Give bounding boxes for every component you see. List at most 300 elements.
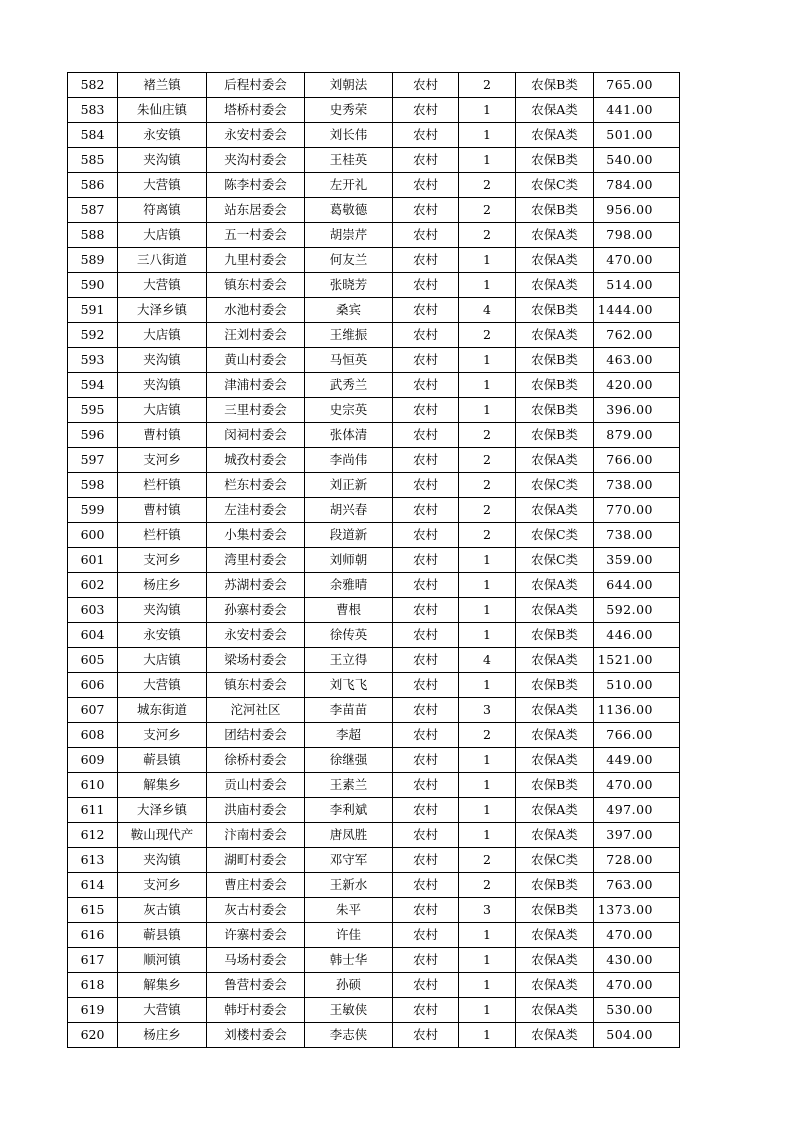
table-row	[68, 398, 680, 423]
insurance-category-cell: 农保C类	[516, 848, 594, 873]
row-number-cell: 608	[68, 723, 118, 748]
insurance-category-cell: 农保B类	[516, 898, 594, 923]
table-row	[68, 898, 680, 923]
area-type-cell: 农村	[393, 223, 459, 248]
person-name-cell: 刘朝法	[305, 73, 393, 98]
area-type-cell: 农村	[393, 998, 459, 1023]
table-row	[68, 423, 680, 448]
table-row	[68, 148, 680, 173]
area-type-cell: 农村	[393, 123, 459, 148]
insurance-category-cell: 农保C类	[516, 173, 594, 198]
table-row	[68, 723, 680, 748]
row-number-cell: 585	[68, 148, 118, 173]
amount-cell: 784.00	[594, 173, 680, 198]
person-name-cell: 王桂英	[305, 148, 393, 173]
area-type-cell: 农村	[393, 523, 459, 548]
town-cell: 解集乡	[118, 773, 207, 798]
area-type-cell: 农村	[393, 873, 459, 898]
table-row	[68, 948, 680, 973]
person-name-cell: 刘飞飞	[305, 673, 393, 698]
person-name-cell: 李超	[305, 723, 393, 748]
household-size-cell: 2	[459, 873, 516, 898]
household-size-cell: 2	[459, 198, 516, 223]
household-size-cell: 1	[459, 773, 516, 798]
household-size-cell: 1	[459, 123, 516, 148]
town-cell: 栏杆镇	[118, 523, 207, 548]
record-table	[67, 72, 680, 1048]
person-name-cell: 王敏侠	[305, 998, 393, 1023]
person-name-cell: 马恒英	[305, 348, 393, 373]
amount-cell: 396.00	[594, 398, 680, 423]
row-number-cell: 602	[68, 573, 118, 598]
village-committee-cell: 小集村委会	[207, 523, 305, 548]
person-name-cell: 许佳	[305, 923, 393, 948]
town-cell: 夹沟镇	[118, 348, 207, 373]
amount-cell: 441.00	[594, 98, 680, 123]
person-name-cell: 徐继强	[305, 748, 393, 773]
amount-cell: 1444.00	[594, 298, 680, 323]
table-row	[68, 598, 680, 623]
insurance-category-cell: 农保A类	[516, 998, 594, 1023]
amount-cell: 359.00	[594, 548, 680, 573]
area-type-cell: 农村	[393, 398, 459, 423]
row-number-cell: 614	[68, 873, 118, 898]
town-cell: 顺河镇	[118, 948, 207, 973]
town-cell: 大店镇	[118, 323, 207, 348]
insurance-category-cell: 农保A类	[516, 273, 594, 298]
amount-cell: 470.00	[594, 248, 680, 273]
insurance-category-cell: 农保B类	[516, 148, 594, 173]
household-size-cell: 1	[459, 373, 516, 398]
village-committee-cell: 鲁营村委会	[207, 973, 305, 998]
amount-cell: 470.00	[594, 773, 680, 798]
village-committee-cell: 栏东村委会	[207, 473, 305, 498]
village-committee-cell: 曹庄村委会	[207, 873, 305, 898]
area-type-cell: 农村	[393, 98, 459, 123]
village-committee-cell: 韩圩村委会	[207, 998, 305, 1023]
town-cell: 大店镇	[118, 223, 207, 248]
household-size-cell: 1	[459, 798, 516, 823]
row-number-cell: 584	[68, 123, 118, 148]
town-cell: 大营镇	[118, 173, 207, 198]
amount-cell: 540.00	[594, 148, 680, 173]
table-row	[68, 73, 680, 98]
area-type-cell: 农村	[393, 198, 459, 223]
town-cell: 蕲县镇	[118, 748, 207, 773]
amount-cell: 738.00	[594, 473, 680, 498]
amount-cell: 762.00	[594, 323, 680, 348]
person-name-cell: 桑宾	[305, 298, 393, 323]
insurance-category-cell: 农保A类	[516, 723, 594, 748]
household-size-cell: 4	[459, 648, 516, 673]
person-name-cell: 何友兰	[305, 248, 393, 273]
area-type-cell: 农村	[393, 173, 459, 198]
village-committee-cell: 后程村委会	[207, 73, 305, 98]
area-type-cell: 农村	[393, 498, 459, 523]
person-name-cell: 王立得	[305, 648, 393, 673]
row-number-cell: 599	[68, 498, 118, 523]
village-committee-cell: 许寨村委会	[207, 923, 305, 948]
table-row	[68, 473, 680, 498]
village-committee-cell: 城孜村委会	[207, 448, 305, 473]
area-type-cell: 农村	[393, 923, 459, 948]
area-type-cell: 农村	[393, 848, 459, 873]
town-cell: 大店镇	[118, 398, 207, 423]
person-name-cell: 孙硕	[305, 973, 393, 998]
town-cell: 大店镇	[118, 648, 207, 673]
row-number-cell: 587	[68, 198, 118, 223]
village-committee-cell: 九里村委会	[207, 248, 305, 273]
person-name-cell: 朱平	[305, 898, 393, 923]
insurance-category-cell: 农保B类	[516, 73, 594, 98]
village-committee-cell: 站东居委会	[207, 198, 305, 223]
amount-cell: 765.00	[594, 73, 680, 98]
amount-cell: 463.00	[594, 348, 680, 373]
town-cell: 解集乡	[118, 973, 207, 998]
row-number-cell: 582	[68, 73, 118, 98]
household-size-cell: 1	[459, 398, 516, 423]
village-committee-cell: 永安村委会	[207, 123, 305, 148]
household-size-cell: 1	[459, 548, 516, 573]
village-committee-cell: 贡山村委会	[207, 773, 305, 798]
village-committee-cell: 洪庙村委会	[207, 798, 305, 823]
amount-cell: 420.00	[594, 373, 680, 398]
area-type-cell: 农村	[393, 548, 459, 573]
person-name-cell: 史秀荣	[305, 98, 393, 123]
insurance-category-cell: 农保A类	[516, 123, 594, 148]
insurance-category-cell: 农保A类	[516, 923, 594, 948]
area-type-cell: 农村	[393, 423, 459, 448]
amount-cell: 446.00	[594, 623, 680, 648]
amount-cell: 470.00	[594, 973, 680, 998]
area-type-cell: 农村	[393, 1023, 459, 1048]
area-type-cell: 农村	[393, 898, 459, 923]
row-number-cell: 612	[68, 823, 118, 848]
amount-cell: 497.00	[594, 798, 680, 823]
insurance-category-cell: 农保C类	[516, 473, 594, 498]
area-type-cell: 农村	[393, 323, 459, 348]
table-row	[68, 273, 680, 298]
person-name-cell: 刘师朝	[305, 548, 393, 573]
table-row	[68, 848, 680, 873]
town-cell: 栏杆镇	[118, 473, 207, 498]
village-committee-cell: 津浦村委会	[207, 373, 305, 398]
person-name-cell: 左开礼	[305, 173, 393, 198]
row-number-cell: 611	[68, 798, 118, 823]
person-name-cell: 李志侠	[305, 1023, 393, 1048]
household-size-cell: 1	[459, 573, 516, 598]
household-size-cell: 1	[459, 823, 516, 848]
insurance-category-cell: 农保A类	[516, 823, 594, 848]
area-type-cell: 农村	[393, 298, 459, 323]
town-cell: 永安镇	[118, 623, 207, 648]
amount-cell: 510.00	[594, 673, 680, 698]
amount-cell: 1373.00	[594, 898, 680, 923]
village-committee-cell: 镇东村委会	[207, 673, 305, 698]
insurance-category-cell: 农保B类	[516, 298, 594, 323]
person-name-cell: 王维振	[305, 323, 393, 348]
village-committee-cell: 水池村委会	[207, 298, 305, 323]
row-number-cell: 609	[68, 748, 118, 773]
amount-cell: 956.00	[594, 198, 680, 223]
household-size-cell: 2	[459, 323, 516, 348]
person-name-cell: 唐凤胜	[305, 823, 393, 848]
area-type-cell: 农村	[393, 773, 459, 798]
household-size-cell: 3	[459, 698, 516, 723]
village-committee-cell: 沱河社区	[207, 698, 305, 723]
household-size-cell: 1	[459, 673, 516, 698]
insurance-category-cell: 农保A类	[516, 748, 594, 773]
insurance-category-cell: 农保A类	[516, 223, 594, 248]
table-row	[68, 373, 680, 398]
row-number-cell: 588	[68, 223, 118, 248]
village-committee-cell: 梁场村委会	[207, 648, 305, 673]
household-size-cell: 2	[459, 423, 516, 448]
insurance-category-cell: 农保B类	[516, 873, 594, 898]
area-type-cell: 农村	[393, 948, 459, 973]
town-cell: 支河乡	[118, 548, 207, 573]
table-row	[68, 1023, 680, 1048]
insurance-category-cell: 农保B类	[516, 373, 594, 398]
row-number-cell: 589	[68, 248, 118, 273]
table-row	[68, 348, 680, 373]
person-name-cell: 段道新	[305, 523, 393, 548]
village-committee-cell: 永安村委会	[207, 623, 305, 648]
amount-cell: 738.00	[594, 523, 680, 548]
amount-cell: 592.00	[594, 598, 680, 623]
village-committee-cell: 马场村委会	[207, 948, 305, 973]
person-name-cell: 王新水	[305, 873, 393, 898]
town-cell: 城东街道	[118, 698, 207, 723]
insurance-category-cell: 农保A类	[516, 973, 594, 998]
area-type-cell: 农村	[393, 448, 459, 473]
household-size-cell: 1	[459, 148, 516, 173]
amount-cell: 397.00	[594, 823, 680, 848]
household-size-cell: 2	[459, 473, 516, 498]
row-number-cell: 603	[68, 598, 118, 623]
village-committee-cell: 徐桥村委会	[207, 748, 305, 773]
table-row	[68, 623, 680, 648]
table-row	[68, 198, 680, 223]
household-size-cell: 2	[459, 173, 516, 198]
amount-cell: 798.00	[594, 223, 680, 248]
household-size-cell: 1	[459, 273, 516, 298]
table-row	[68, 673, 680, 698]
area-type-cell: 农村	[393, 748, 459, 773]
row-number-cell: 605	[68, 648, 118, 673]
household-size-cell: 3	[459, 898, 516, 923]
town-cell: 支河乡	[118, 448, 207, 473]
table-row	[68, 98, 680, 123]
person-name-cell: 李苗苗	[305, 698, 393, 723]
village-committee-cell: 左洼村委会	[207, 498, 305, 523]
village-committee-cell: 镇东村委会	[207, 273, 305, 298]
household-size-cell: 1	[459, 973, 516, 998]
table-row	[68, 648, 680, 673]
person-name-cell: 葛敬德	[305, 198, 393, 223]
area-type-cell: 农村	[393, 598, 459, 623]
town-cell: 夹沟镇	[118, 148, 207, 173]
village-committee-cell: 闵祠村委会	[207, 423, 305, 448]
amount-cell: 501.00	[594, 123, 680, 148]
row-number-cell: 601	[68, 548, 118, 573]
household-size-cell: 2	[459, 223, 516, 248]
town-cell: 大营镇	[118, 998, 207, 1023]
table-row	[68, 873, 680, 898]
area-type-cell: 农村	[393, 248, 459, 273]
town-cell: 永安镇	[118, 123, 207, 148]
row-number-cell: 594	[68, 373, 118, 398]
town-cell: 鞍山现代产	[118, 823, 207, 848]
amount-cell: 449.00	[594, 748, 680, 773]
town-cell: 夹沟镇	[118, 373, 207, 398]
person-name-cell: 徐传英	[305, 623, 393, 648]
insurance-category-cell: 农保A类	[516, 698, 594, 723]
row-number-cell: 618	[68, 973, 118, 998]
amount-cell: 770.00	[594, 498, 680, 523]
table-row	[68, 223, 680, 248]
table-row	[68, 923, 680, 948]
area-type-cell: 农村	[393, 573, 459, 598]
insurance-category-cell: 农保A类	[516, 248, 594, 273]
village-committee-cell: 三里村委会	[207, 398, 305, 423]
insurance-category-cell: 农保C类	[516, 523, 594, 548]
household-size-cell: 1	[459, 348, 516, 373]
village-committee-cell: 孙寨村委会	[207, 598, 305, 623]
household-size-cell: 1	[459, 948, 516, 973]
row-number-cell: 593	[68, 348, 118, 373]
insurance-category-cell: 农保B类	[516, 423, 594, 448]
area-type-cell: 农村	[393, 798, 459, 823]
village-committee-cell: 黄山村委会	[207, 348, 305, 373]
table-row	[68, 323, 680, 348]
row-number-cell: 592	[68, 323, 118, 348]
town-cell: 杨庄乡	[118, 573, 207, 598]
table-row	[68, 998, 680, 1023]
household-size-cell: 1	[459, 598, 516, 623]
row-number-cell: 606	[68, 673, 118, 698]
amount-cell: 1521.00	[594, 648, 680, 673]
row-number-cell: 591	[68, 298, 118, 323]
row-number-cell: 604	[68, 623, 118, 648]
row-number-cell: 613	[68, 848, 118, 873]
town-cell: 支河乡	[118, 873, 207, 898]
table-row	[68, 973, 680, 998]
household-size-cell: 1	[459, 1023, 516, 1048]
person-name-cell: 张晓芳	[305, 273, 393, 298]
amount-cell: 766.00	[594, 448, 680, 473]
area-type-cell: 农村	[393, 148, 459, 173]
area-type-cell: 农村	[393, 973, 459, 998]
insurance-category-cell: 农保A类	[516, 573, 594, 598]
row-number-cell: 620	[68, 1023, 118, 1048]
table-row	[68, 798, 680, 823]
town-cell: 大泽乡镇	[118, 298, 207, 323]
village-committee-cell: 夹沟村委会	[207, 148, 305, 173]
row-number-cell: 615	[68, 898, 118, 923]
household-size-cell: 1	[459, 923, 516, 948]
area-type-cell: 农村	[393, 723, 459, 748]
amount-cell: 470.00	[594, 923, 680, 948]
town-cell: 大营镇	[118, 273, 207, 298]
row-number-cell: 590	[68, 273, 118, 298]
row-number-cell: 595	[68, 398, 118, 423]
area-type-cell: 农村	[393, 273, 459, 298]
insurance-category-cell: 农保B类	[516, 773, 594, 798]
town-cell: 夹沟镇	[118, 848, 207, 873]
person-name-cell: 曹根	[305, 598, 393, 623]
person-name-cell: 史宗英	[305, 398, 393, 423]
village-committee-cell: 汪刘村委会	[207, 323, 305, 348]
household-size-cell: 1	[459, 748, 516, 773]
area-type-cell: 农村	[393, 623, 459, 648]
amount-cell: 430.00	[594, 948, 680, 973]
row-number-cell: 616	[68, 923, 118, 948]
area-type-cell: 农村	[393, 823, 459, 848]
household-size-cell: 2	[459, 498, 516, 523]
person-name-cell: 李尚伟	[305, 448, 393, 473]
household-size-cell: 1	[459, 98, 516, 123]
household-size-cell: 2	[459, 848, 516, 873]
area-type-cell: 农村	[393, 373, 459, 398]
row-number-cell: 607	[68, 698, 118, 723]
household-size-cell: 2	[459, 723, 516, 748]
row-number-cell: 619	[68, 998, 118, 1023]
insurance-category-cell: 农保A类	[516, 498, 594, 523]
insurance-category-cell: 农保A类	[516, 1023, 594, 1048]
insurance-category-cell: 农保B类	[516, 673, 594, 698]
person-name-cell: 张体清	[305, 423, 393, 448]
row-number-cell: 598	[68, 473, 118, 498]
household-size-cell: 1	[459, 998, 516, 1023]
town-cell: 灰古镇	[118, 898, 207, 923]
row-number-cell: 597	[68, 448, 118, 473]
row-number-cell: 617	[68, 948, 118, 973]
village-committee-cell: 塔桥村委会	[207, 98, 305, 123]
person-name-cell: 李利斌	[305, 798, 393, 823]
table-row	[68, 298, 680, 323]
row-number-cell: 610	[68, 773, 118, 798]
table-body	[68, 73, 680, 1048]
town-cell: 三八街道	[118, 248, 207, 273]
person-name-cell: 武秀兰	[305, 373, 393, 398]
person-name-cell: 胡崇芹	[305, 223, 393, 248]
household-size-cell: 2	[459, 448, 516, 473]
insurance-category-cell: 农保A类	[516, 798, 594, 823]
household-size-cell: 4	[459, 298, 516, 323]
table-row	[68, 823, 680, 848]
town-cell: 杨庄乡	[118, 1023, 207, 1048]
person-name-cell: 胡兴春	[305, 498, 393, 523]
amount-cell: 1136.00	[594, 698, 680, 723]
village-committee-cell: 五一村委会	[207, 223, 305, 248]
table-row	[68, 698, 680, 723]
insurance-category-cell: 农保A类	[516, 98, 594, 123]
town-cell: 曹村镇	[118, 498, 207, 523]
town-cell: 大泽乡镇	[118, 798, 207, 823]
insurance-category-cell: 农保B类	[516, 398, 594, 423]
area-type-cell: 农村	[393, 698, 459, 723]
town-cell: 曹村镇	[118, 423, 207, 448]
table-row	[68, 448, 680, 473]
row-number-cell: 586	[68, 173, 118, 198]
row-number-cell: 600	[68, 523, 118, 548]
insurance-category-cell: 农保C类	[516, 548, 594, 573]
household-size-cell: 1	[459, 623, 516, 648]
table-row	[68, 248, 680, 273]
table-row	[68, 573, 680, 598]
town-cell: 夹沟镇	[118, 598, 207, 623]
